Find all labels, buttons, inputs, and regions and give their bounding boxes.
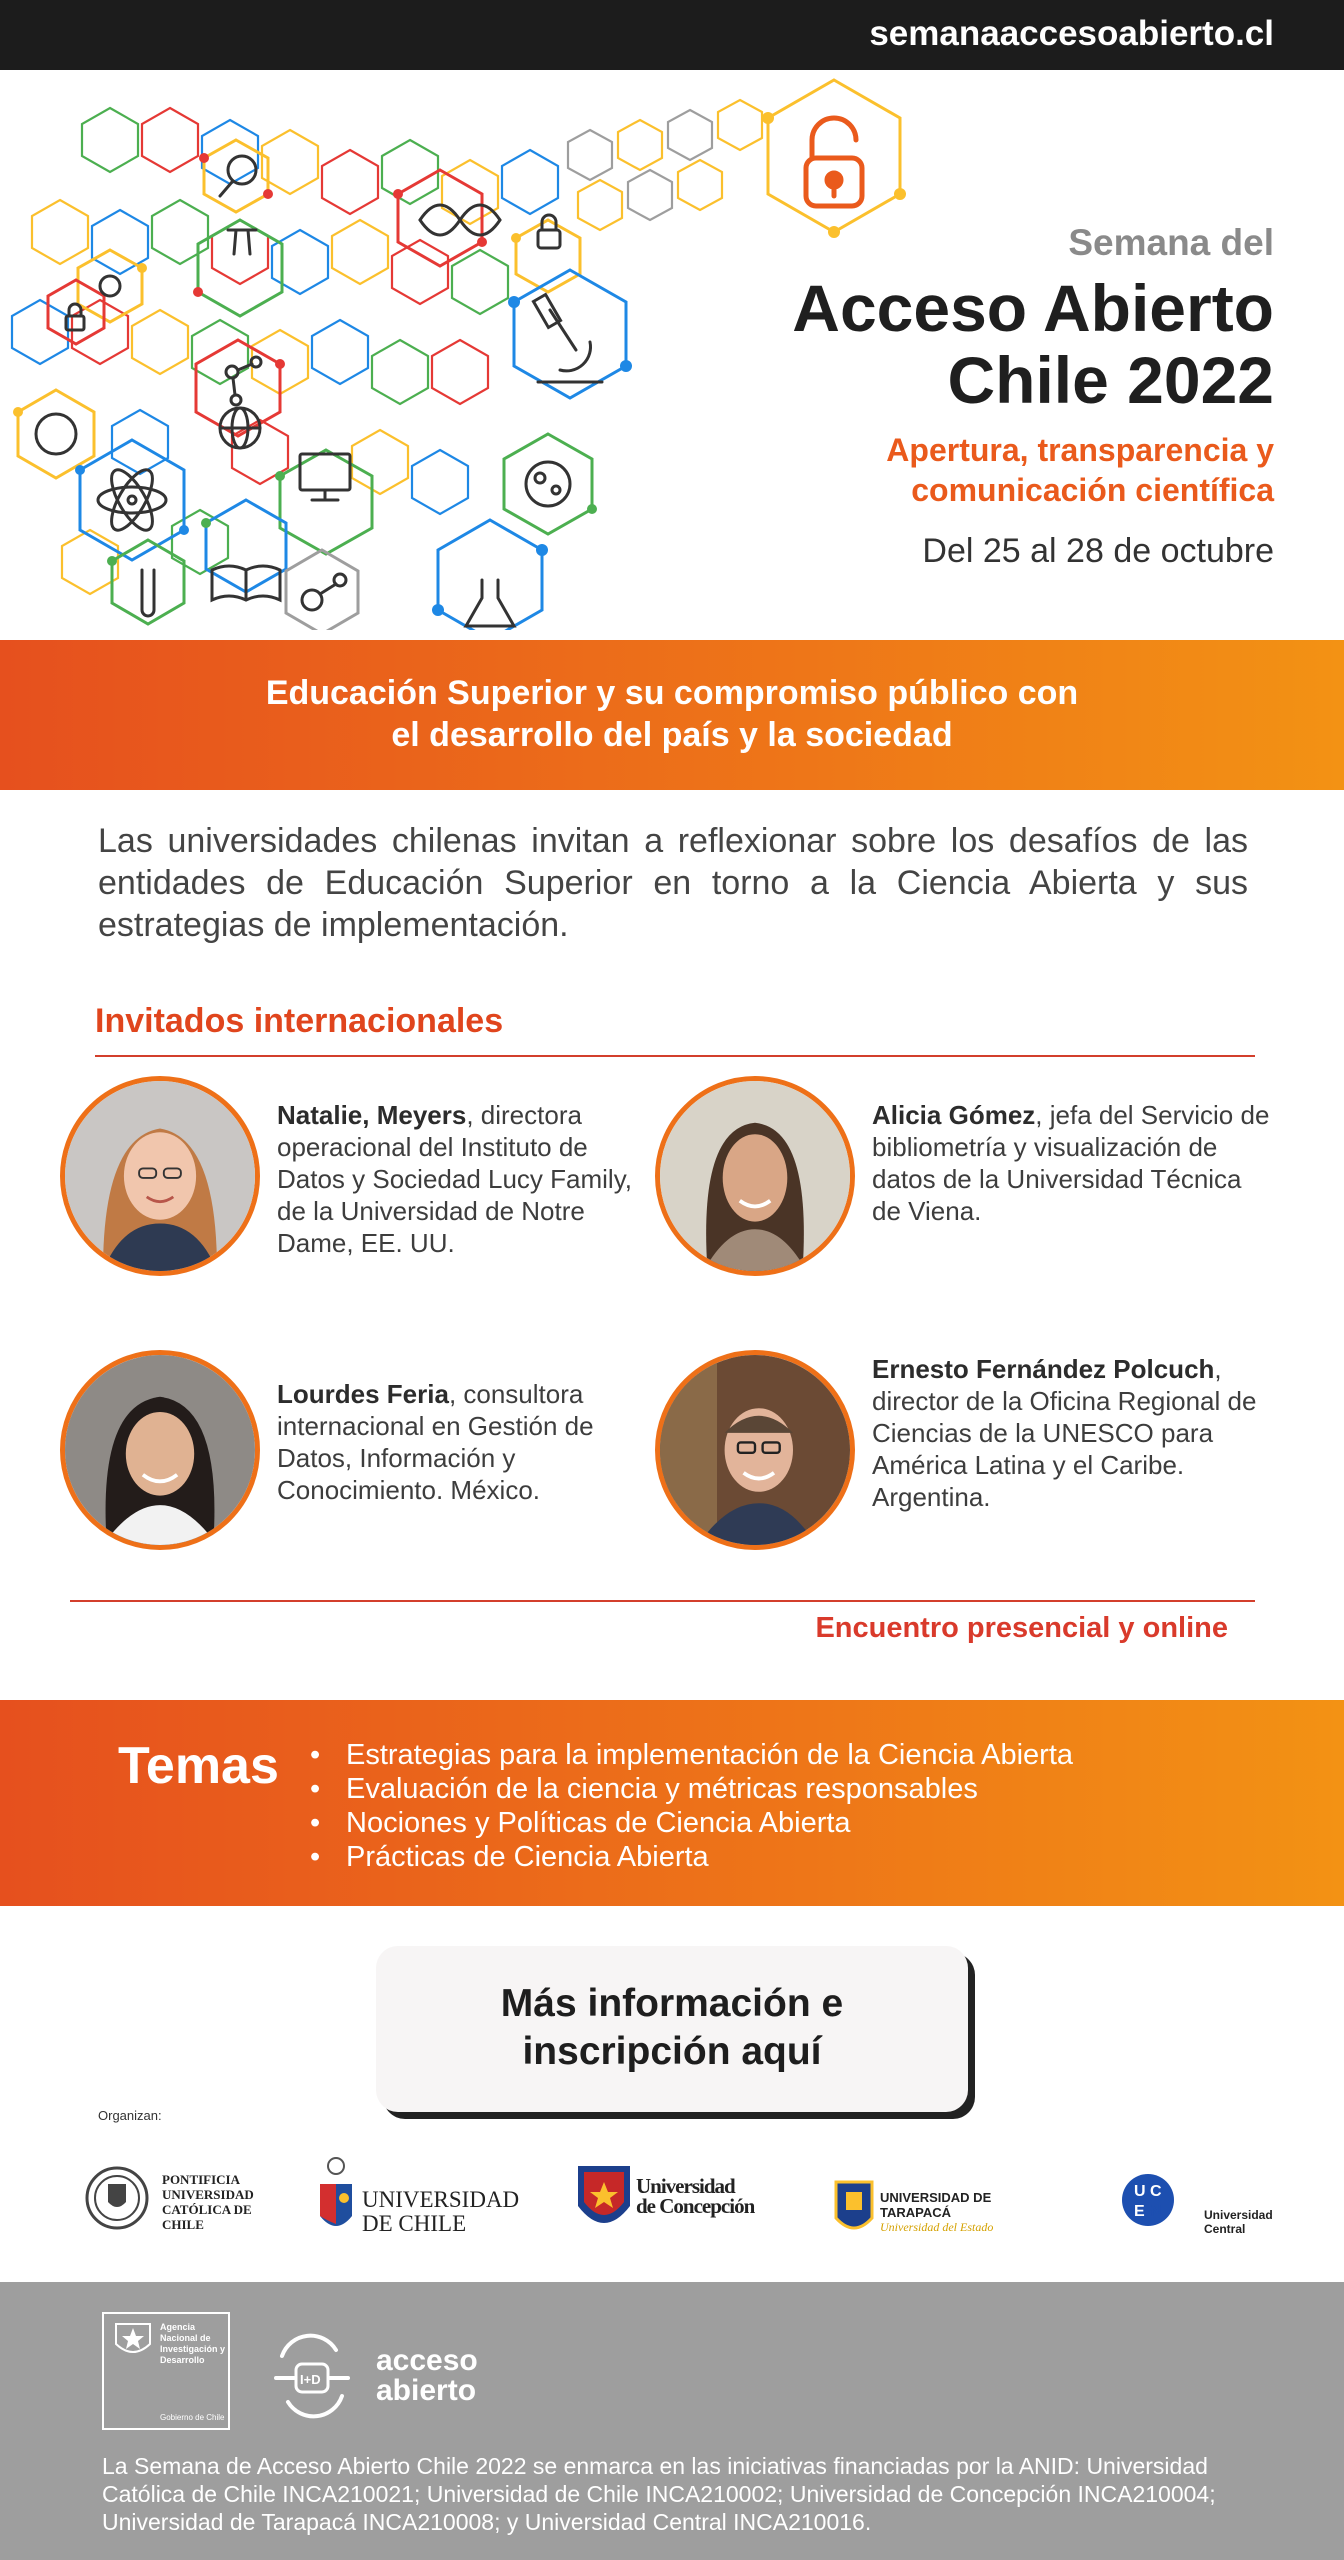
pi-icon — [228, 230, 256, 254]
udec-logo-text: Universidad de Concepción — [636, 2174, 755, 2218]
guest-name-ernesto: Ernesto Fernández Polcuch — [872, 1354, 1215, 1384]
theme-banner-line2: el desarrollo del país y la sociedad — [391, 716, 953, 754]
puc-logo — [84, 2150, 254, 2250]
book-icon — [212, 566, 280, 600]
hexagon-science-illustration — [0, 70, 920, 630]
theme-banner-line1: Educación Superior y su compromiso público con — [265, 674, 1079, 712]
earth-icon — [36, 414, 76, 454]
hero-tagline-line1: Apertura, transparencia y — [886, 432, 1274, 468]
hero-title — [792, 272, 1274, 416]
anid-gov-text: Gobierno de Chile — [160, 2413, 225, 2422]
puc-logo-text: PONTIFICIA UNIVERSIDAD CATÓLICA DE CHILE — [162, 2172, 254, 2232]
svg-text:I+D: I+D — [300, 2372, 321, 2387]
svg-text:N: N — [1150, 2203, 1162, 2220]
register-button[interactable] — [376, 1946, 968, 2112]
intro-paragraph: Las universidades chilenas invitan a reflexionar sobre los desafíos de las entidades de Educación Superior en torno a la Ciencia Abierta y sus estrategias de implementación. — [98, 822, 1248, 944]
topic-item: • Estrategias para la implementación de la Ciencia Abierta — [310, 1739, 1074, 1771]
uchile-logo — [316, 2150, 520, 2250]
uta-logo-text: UNIVERSIDAD DE TARAPACÁ Universidad del Estado — [880, 2190, 994, 2234]
guest-name-lourdes: Lourdes Feria — [277, 1379, 449, 1409]
topic-item: • Evaluación de la ciencia y métricas responsables — [310, 1773, 978, 1805]
topics-banner — [0, 1700, 1344, 1906]
ucen-logo-text: Universidad Central — [1204, 2208, 1273, 2236]
theme-banner — [0, 640, 1344, 790]
topics-list — [310, 1738, 1074, 1874]
uchile-crest-icon — [316, 2154, 356, 2240]
uta-logo — [834, 2180, 1054, 2240]
flask-icon — [466, 580, 514, 626]
svg-text:C: C — [1150, 2183, 1162, 2200]
test-tube-icon — [142, 570, 154, 616]
cells-icon — [100, 276, 120, 296]
website-link[interactable]: semanaaccesoabierto.cl — [869, 14, 1274, 53]
microscope-icon — [533, 295, 602, 382]
bacteria-icon — [526, 462, 570, 506]
guest-desc-ernesto: , director de la Oficina Regional de Ciencias de la UNESCO para América Latina y el Caribe. Argentina. — [872, 1354, 1257, 1512]
globe-icon — [220, 408, 260, 448]
acceso-abierto-logo-text: acceso abierto — [376, 2344, 478, 2407]
divider-top — [95, 1055, 1255, 1057]
hero-title-line1: Acceso Abierto — [792, 271, 1274, 345]
hero-tagline-line2: comunicación científica — [911, 472, 1274, 508]
guest-bio-alicia — [872, 1099, 1272, 1227]
guest-name-natalie: Natalie, Meyers — [277, 1100, 467, 1130]
top-bar — [0, 0, 1344, 70]
udec-logo — [576, 2164, 766, 2244]
guest-photo-natalie — [60, 1076, 260, 1276]
udec-shield-icon — [576, 2164, 632, 2234]
guest-desc-natalie: , directora operacional del Instituto de Datos y Sociedad Lucy Family, de la Universidad de Notre Dame, EE. UU. — [277, 1100, 632, 1258]
acceso-abierto-logo-icon — [262, 2326, 362, 2430]
magnifier-icon — [220, 156, 256, 196]
organizer-logos — [0, 2140, 1344, 2270]
topics-heading: Temas — [118, 1737, 279, 1795]
guest-bio-natalie — [277, 1099, 637, 1259]
event-dates: Del 25 al 28 de octubre — [922, 532, 1274, 570]
ucen-mark-icon — [1120, 2170, 1190, 2240]
anid-logo-text: Agencia Nacional de Investigación y Desarrollo — [160, 2322, 226, 2365]
dna-icon — [420, 205, 500, 235]
guest-photo-lourdes — [60, 1350, 260, 1550]
hero-pretitle: Semana del — [1068, 222, 1274, 263]
anid-crest-icon — [108, 2320, 158, 2360]
atom-icon — [98, 464, 166, 536]
open-access-lock-icon — [806, 118, 862, 206]
hero-tagline — [886, 430, 1274, 510]
svg-text:E: E — [1134, 2203, 1145, 2220]
guest-name-alicia: Alicia Gómez — [872, 1100, 1036, 1130]
guests-heading: Invitados internacionales — [95, 1002, 504, 1040]
funding-note: La Semana de Acceso Abierto Chile 2022 se enmarca en las iniciativas financiadas por la ANID: Universidad Católica de Chile INCA210021; Universidad de Chile INCA210002; Universidad de Concepción INCA210004; Universidad de Tarapacá INCA210008; y Universidad Central INCA210016. — [102, 2453, 1216, 2535]
guest-photo-ernesto — [655, 1350, 855, 1550]
guest-bio-lourdes — [277, 1378, 637, 1506]
theme-banner-text — [0, 672, 1344, 756]
register-button-label: Más información e inscripción aquí — [500, 1982, 844, 2073]
topic-item: • Nociones y Políticas de Ciencia Abierta — [310, 1807, 851, 1839]
divider-bottom — [70, 1600, 1255, 1602]
guest-desc-lourdes: , consultora internacional en Gestión de Datos, Información y Conocimiento. México. — [277, 1379, 594, 1505]
event-modality: Encuentro presencial y online — [815, 1612, 1228, 1644]
puc-shield-icon — [84, 2154, 150, 2244]
guest-photo-alicia — [655, 1076, 855, 1276]
guest-desc-alicia: , jefa del Servicio de bibliometría y visualización de datos de la Universidad Técnica de Viena. — [872, 1100, 1270, 1226]
footer — [0, 2282, 1344, 2560]
molecule-icon — [302, 574, 346, 610]
uta-shield-icon — [834, 2180, 874, 2236]
topic-item: • Prácticas de Ciencia Abierta — [310, 1841, 709, 1873]
svg-text:U: U — [1134, 2183, 1146, 2200]
anid-logo — [102, 2312, 230, 2430]
ucen-logo — [1120, 2170, 1280, 2250]
hero-title-line2: Chile 2022 — [947, 343, 1274, 417]
guest-bio-ernesto — [872, 1353, 1292, 1513]
uchile-logo-text: UNIVERSIDAD DE CHILE — [362, 2187, 520, 2236]
organizers-label: Organizan: — [98, 2108, 162, 2123]
